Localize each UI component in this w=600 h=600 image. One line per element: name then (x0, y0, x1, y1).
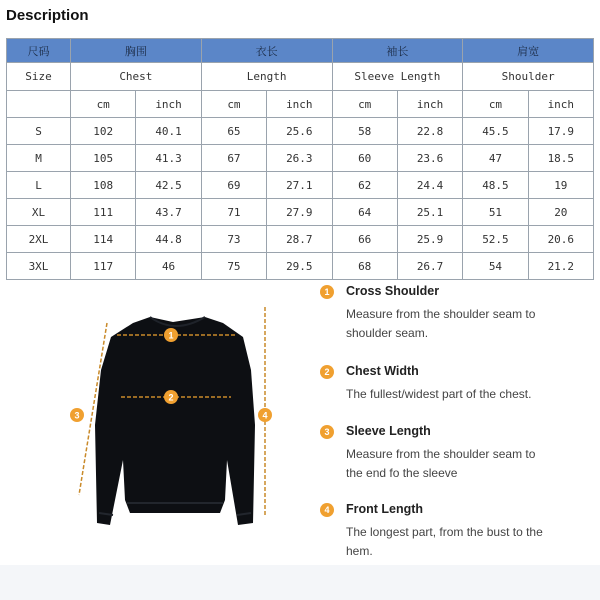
legend-item-description: The longest part, from the bust to the hem. (346, 525, 543, 558)
header-en-shoulder: Shoulder (463, 63, 594, 91)
measurement-cell: 71 (201, 199, 266, 226)
size-label-cell: M (7, 145, 71, 172)
legend-item-title: Front Length (346, 502, 424, 516)
measurement-cell: 73 (201, 226, 266, 253)
size-label-cell: L (7, 172, 71, 199)
legend-item-description: Measure from the shoulder seam to the end fo the sleeve (346, 447, 536, 480)
measurement-cell: 67 (201, 145, 266, 172)
header-row-english (7, 63, 594, 91)
measurement-cell: 117 (71, 253, 136, 280)
measurement-cell: 44.8 (136, 226, 201, 253)
measurement-cell: 65 (201, 118, 266, 145)
measurement-cell: 20 (528, 199, 593, 226)
measurement-cell: 25.9 (397, 226, 462, 253)
marker-3 (70, 408, 84, 422)
legend-item-title: Cross Shoulder (346, 284, 440, 298)
measurement-cell: 46 (136, 253, 201, 280)
unit-cell: inch (528, 91, 593, 118)
unit-cell: cm (71, 91, 136, 118)
unit-cell: cm (463, 91, 528, 118)
header-row-chinese (7, 39, 594, 63)
measurement-cell: 21.2 (528, 253, 593, 280)
measurement-cell: 19 (528, 172, 593, 199)
measurement-cell: 18.5 (528, 145, 593, 172)
measurement-cell: 68 (332, 253, 397, 280)
measurement-cell: 43.7 (136, 199, 201, 226)
svg-text:3: 3 (74, 410, 80, 421)
measurement-cell: 60 (332, 145, 397, 172)
header-en-length: Length (201, 63, 332, 91)
measurement-cell: 17.9 (528, 118, 593, 145)
marker-1 (164, 328, 178, 342)
svg-text:1: 1 (168, 330, 174, 341)
measurement-cell: 102 (71, 118, 136, 145)
legend-number-badge: 1 (320, 285, 334, 299)
measurement-cell: 69 (201, 172, 266, 199)
measurement-cell: 26.3 (267, 145, 332, 172)
page-title: Description (6, 7, 89, 24)
header-en-sleeve: Sleeve Length (332, 63, 463, 91)
size-label-cell: 3XL (7, 253, 71, 280)
units-row (7, 91, 594, 118)
measurement-cell: 24.4 (397, 172, 462, 199)
measurement-cell: 52.5 (463, 226, 528, 253)
legend-number-badge: 4 (320, 503, 334, 517)
marker-4 (258, 408, 272, 422)
legend-item-description: The fullest/widest part of the chest. (346, 387, 532, 401)
measurement-cell: 25.1 (397, 199, 462, 226)
unit-cell: cm (201, 91, 266, 118)
measurement-cell: 75 (201, 253, 266, 280)
measurement-cell: 62 (332, 172, 397, 199)
legend-item-title: Chest Width (346, 364, 419, 378)
header-en-size: Size (7, 63, 71, 91)
measurement-cell: 64 (332, 199, 397, 226)
header-en-chest: Chest (71, 63, 202, 91)
header-cn-sleeve: 袖长 (332, 39, 463, 63)
measurement-cell: 108 (71, 172, 136, 199)
measurement-cell: 114 (71, 226, 136, 253)
measurement-cell: 42.5 (136, 172, 201, 199)
legend-item-title: Sleeve Length (346, 424, 431, 438)
unit-cell: inch (267, 91, 332, 118)
legend-item-description: Measure from the shoulder seam to shoulder seam. (346, 307, 536, 340)
marker-2 (164, 390, 178, 404)
measurement-cell: 51 (463, 199, 528, 226)
table-row (7, 118, 594, 145)
header-cn-chest: 胸围 (71, 39, 202, 63)
header-cn-length: 衣长 (201, 39, 332, 63)
measurement-cell: 23.6 (397, 145, 462, 172)
measurement-cell: 22.8 (397, 118, 462, 145)
table-row (7, 172, 594, 199)
measurement-cell: 45.5 (463, 118, 528, 145)
legend-number-badge: 2 (320, 365, 334, 379)
sweater-body (95, 317, 255, 525)
legend-number-badge: 3 (320, 425, 334, 439)
size-label-cell: 2XL (7, 226, 71, 253)
measurement-cell: 28.7 (267, 226, 332, 253)
header-cn-shoulder: 肩宽 (463, 39, 594, 63)
sweater-measurement-figure (55, 295, 300, 535)
table-row (7, 199, 594, 226)
size-chart-table (6, 38, 594, 280)
measurement-cell: 26.7 (397, 253, 462, 280)
table-row (7, 226, 594, 253)
measurement-cell: 20.6 (528, 226, 593, 253)
measurement-cell: 66 (332, 226, 397, 253)
header-cn-size: 尺码 (7, 39, 71, 63)
measurement-cell: 25.6 (267, 118, 332, 145)
unit-cell: inch (397, 91, 462, 118)
units-blank-cell (7, 91, 71, 118)
measurement-cell: 47 (463, 145, 528, 172)
measurement-cell: 27.9 (267, 199, 332, 226)
measurement-cell: 27.1 (267, 172, 332, 199)
size-label-cell: XL (7, 199, 71, 226)
table-row (7, 145, 594, 172)
unit-cell: cm (332, 91, 397, 118)
measurement-cell: 41.3 (136, 145, 201, 172)
measurement-cell: 29.5 (267, 253, 332, 280)
measurement-cell: 48.5 (463, 172, 528, 199)
measurement-cell: 54 (463, 253, 528, 280)
measurement-cell: 58 (332, 118, 397, 145)
measurement-cell: 40.1 (136, 118, 201, 145)
svg-text:2: 2 (168, 392, 174, 403)
table-row (7, 253, 594, 280)
bottom-strip (0, 565, 600, 600)
unit-cell: inch (136, 91, 201, 118)
measurement-cell: 111 (71, 199, 136, 226)
measurement-cell: 105 (71, 145, 136, 172)
size-label-cell: S (7, 118, 71, 145)
svg-text:4: 4 (262, 410, 268, 421)
